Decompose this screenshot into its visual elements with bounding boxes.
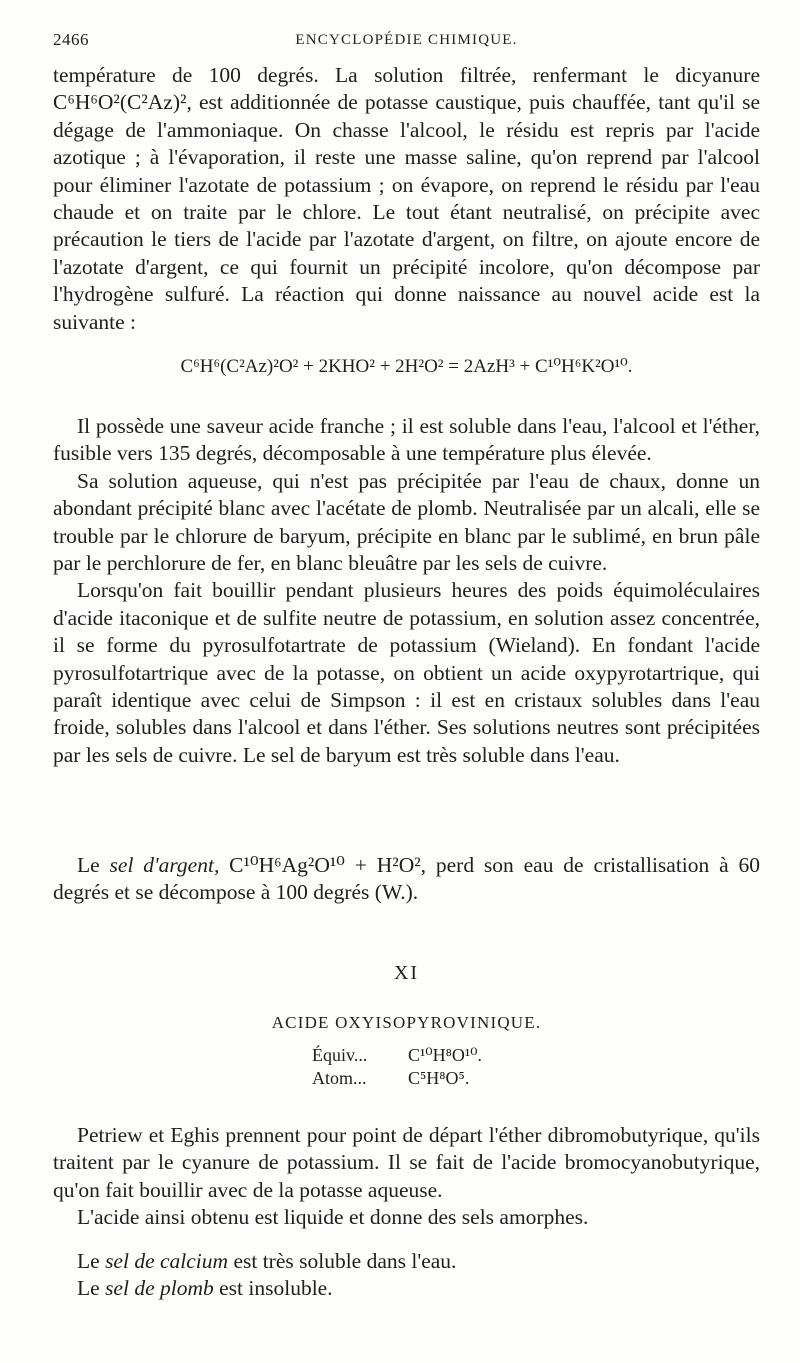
equiv-row bbox=[312, 1044, 482, 1067]
lead-lead: Le bbox=[77, 1276, 106, 1301]
paragraph-lead-salt bbox=[53, 1275, 760, 1302]
lead-salt-name: sel de plomb bbox=[105, 1276, 214, 1301]
atom-formula: C⁵H⁸O⁵. bbox=[408, 1068, 470, 1088]
paragraph-petriew: Petriew et Eghis prennent pour point de départ l'éther dibromobutyrique, qu'ils traitent par le cyanure de potassium. Il se fait de l'acide bromocyanobutyrique, qu'on fait bouillir avec de la potasse aqueuse. bbox=[53, 1123, 760, 1202]
calcium-salt-name: sel de calcium bbox=[105, 1248, 229, 1273]
formula-block bbox=[312, 1044, 482, 1090]
section-number: XI bbox=[393, 962, 420, 984]
paragraph-wieland: Lorsqu'on fait bouillir pendant plusieurs heures des poids équimoléculaires d'acide itaconique et de sulfite neutre de potassium, en solution assez concentrée, il se forme du pyrosulfotartrate de potassium (Wieland). En fondant l'acide pyrosulfotartrique avec de la potasse, on obtient un acide oxypyrotartrique, qui paraît identique avec celui de Simpson : il est en cristaux solubles dans l'eau froide, solubles dans l'alcool et dans l'éther. Ses solutions neutres sont précipitées par les sels de cuivre. Le sel de baryum est très soluble dans l'eau. bbox=[53, 578, 760, 767]
calcium-lead: Le bbox=[77, 1248, 106, 1273]
paragraph-calcium-salt bbox=[53, 1248, 760, 1275]
text-block-2 bbox=[53, 413, 760, 769]
paragraph-acid-liquid: L'acide ainsi obtenu est liquide et donne des sels amorphes. bbox=[77, 1205, 589, 1230]
page-number: 2466 bbox=[53, 30, 89, 49]
atom-row bbox=[312, 1067, 482, 1090]
text-block-silver bbox=[53, 852, 760, 907]
text-block-1 bbox=[53, 62, 760, 336]
running-title: ENCYCLOPÉDIE CHIMIQUE. bbox=[295, 32, 518, 48]
running-header bbox=[53, 30, 760, 54]
reaction-equation: C⁶H⁶(C²Az)²O² + 2KHO² + 2H²O² = 2AzH³ + C¹⁰H⁶K²O¹⁰. bbox=[180, 356, 633, 377]
silver-salt-description: C¹⁰H⁶Ag²O¹⁰ + H²O², perd son eau de cristallisation à 60 degrés et se décompose à 100 degrés (W.). bbox=[53, 853, 761, 905]
paragraph-dicyanure: température de 100 degrés. La solution filtrée, renfermant le dicyanure C⁶H⁶O²(C²Az)², est additionnée de potasse caustique, puis chauffée, tant qu'il se dégage de l'ammoniaque. On chasse l'alcool, le résidu est repris par l'acide azotique ; à l'évaporation, il reste une masse saline, qu'on reprend par l'alcool pour éliminer l'azotate de potassium ; on évapore, on reprend le résidu par l'eau chaude et on traite par le chlore. Le tout étant neutralisé, on précipite avec précaution le tiers de l'acide par l'azotate d'argent, on filtre, on ajoute encore de l'azotate d'argent, ce qui fournit un précipité incolore, qu'on décompose par l'hydrogène sulfuré. La réaction qui donne naissance au nouvel acide est la suivante : bbox=[53, 63, 760, 334]
section-title: ACIDE OXYISOPYROVINIQUE. bbox=[271, 1013, 542, 1032]
calcium-salt-description: est très soluble dans l'eau. bbox=[228, 1248, 457, 1273]
paragraph-silver-salt bbox=[53, 852, 760, 907]
lead-salt-description: est insoluble. bbox=[213, 1276, 333, 1301]
equiv-label: Équiv... bbox=[312, 1045, 368, 1065]
paragraph-properties: Il possède une saveur acide franche ; il est soluble dans l'eau, l'alcool et l'éther, fusible vers 135 degrés, décomposable à une température plus élevée. bbox=[53, 414, 760, 466]
paragraph-solution: Sa solution aqueuse, qui n'est pas précipitée par l'eau de chaux, donne un abondant précipité blanc avec l'acétate de plomb. Neutralisée par un alcali, elle se trouble par le chlorure de baryum, précipite en blanc par le sublimé, en brun pâle par le perchlorure de fer, en blanc bleuâtre par les sels de cuivre. bbox=[53, 468, 760, 576]
silver-lead: Le bbox=[77, 853, 110, 877]
atom-label: Atom... bbox=[312, 1068, 367, 1088]
silver-salt-name: sel d'argent, bbox=[109, 853, 220, 877]
equiv-formula: C¹⁰H⁸O¹⁰. bbox=[408, 1045, 483, 1065]
text-block-3 bbox=[53, 1122, 760, 1302]
